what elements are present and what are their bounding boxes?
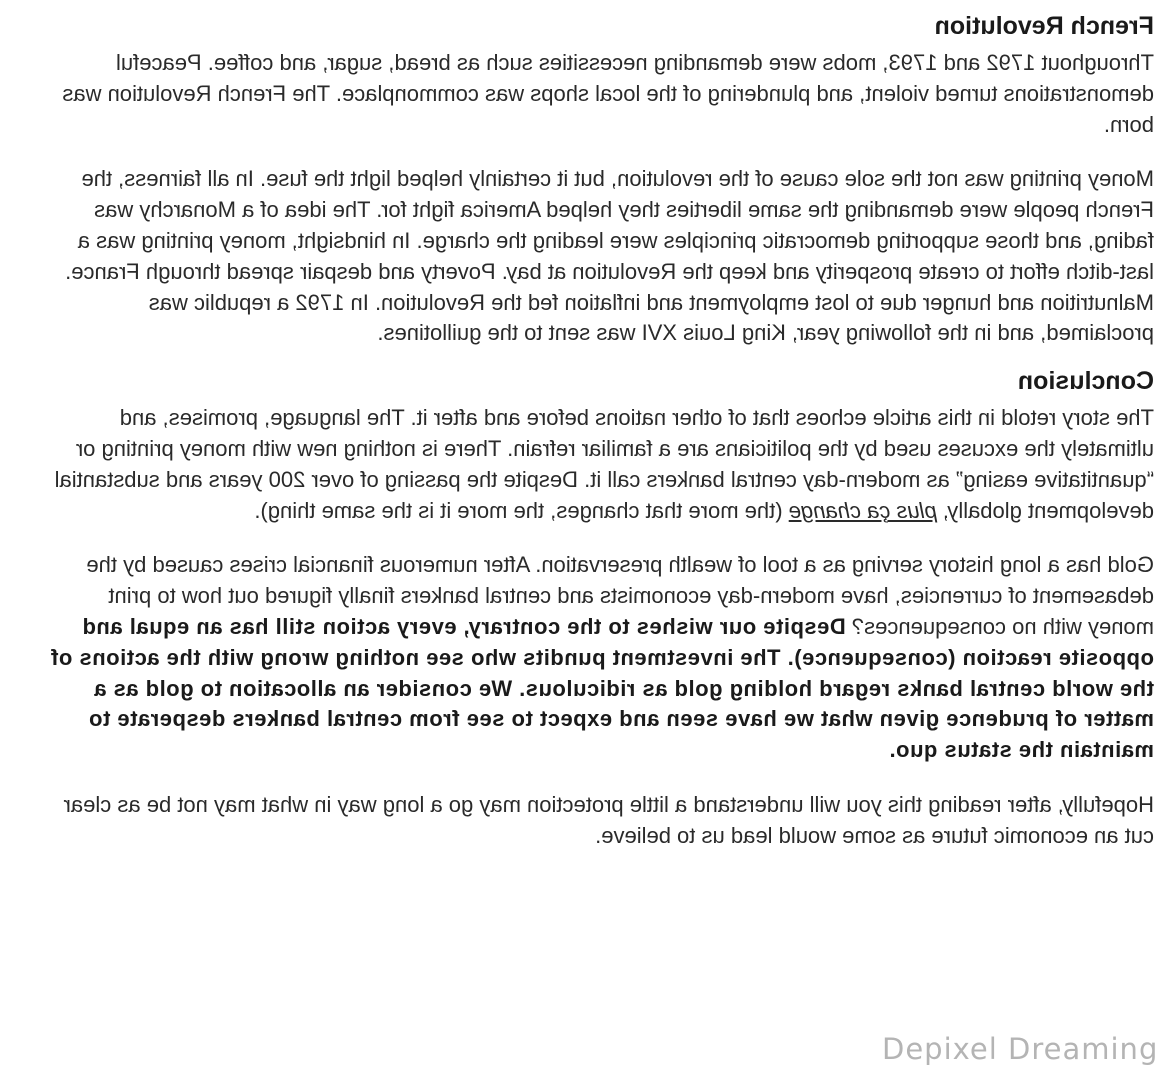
- section-heading-french-revolution: French Revolution: [934, 12, 1154, 40]
- paragraph: Hopefully, after reading this you will understand a little protection may go a long way in what may not be as clear cut an economic future as some would lead us to believe.: [63, 791, 1154, 848]
- watermark: Depixel Dreaming: [882, 1032, 1159, 1066]
- paragraph-text: Gold has a long history serving as a tool of wealth preservation. After numerous financial crises caused by the debasement of currencies, have modern-day economists and central bankers finally figured out how to print money with no consequences?: [86, 552, 1154, 639]
- section-conclusion: [44, 363, 1154, 851]
- section-french-revolution: [44, 8, 1154, 349]
- section-heading-conclusion: Conclusion: [1017, 367, 1154, 396]
- paragraph: [44, 403, 1154, 526]
- bold-emphasis-text: Despite our wishes to the contrary, every action still has an equal and opposite reaction (consequence). The investment pundits who see nothing wrong with the actions of the world central banks regard holding gold as ridiculous. We consider an allocation to gold as a matter of prudence given what we have seen and expect to see from central bankers desperate to maintain the status quo.: [50, 613, 1154, 763]
- paragraph: [44, 550, 1154, 766]
- paragraph-text: (the more that changes, the more it is the same thing).: [254, 497, 789, 523]
- paragraph: Money printing was not the sole cause of the revolution, but it certainly helped light the fuse. In all fairness, the French people were demanding the same liberties they helped America fight for. The idea of a Monarchy was fading, and those supporting democratic principles were leading the charge. In hindsight, money printing was a last-ditch effort to create prosperity and keep the Revolution at bay. Poverty and despair spread through France. Malnutrition and hunger due to lost employment and inflation fed the Revolution. In 1792 a republic was proclaimed, and in the following year, King Louis XVI was sent to the guillotines.: [65, 166, 1154, 346]
- paragraph-text: The story retold in this article echoes that of other nations before and after it. The language, promises, and ultimately the excuses used by the politicians are a familiar refrain. There is nothing new with money printing or “quantitative easing” as modern-day central bankers call it. Despite the passing of over 200 years and substantial development globally,: [54, 405, 1154, 523]
- paragraph: Throughout 1792 and 1793, mobs were demanding necessities such as bread, sugar, and coffee. Peaceful demonstrations turned violent, and plundering of the local shops was commonplace. The French Revolution was born.: [62, 50, 1154, 137]
- plus-ca-change-link[interactable]: plus ça change: [788, 497, 937, 523]
- article-body: [44, 8, 1154, 876]
